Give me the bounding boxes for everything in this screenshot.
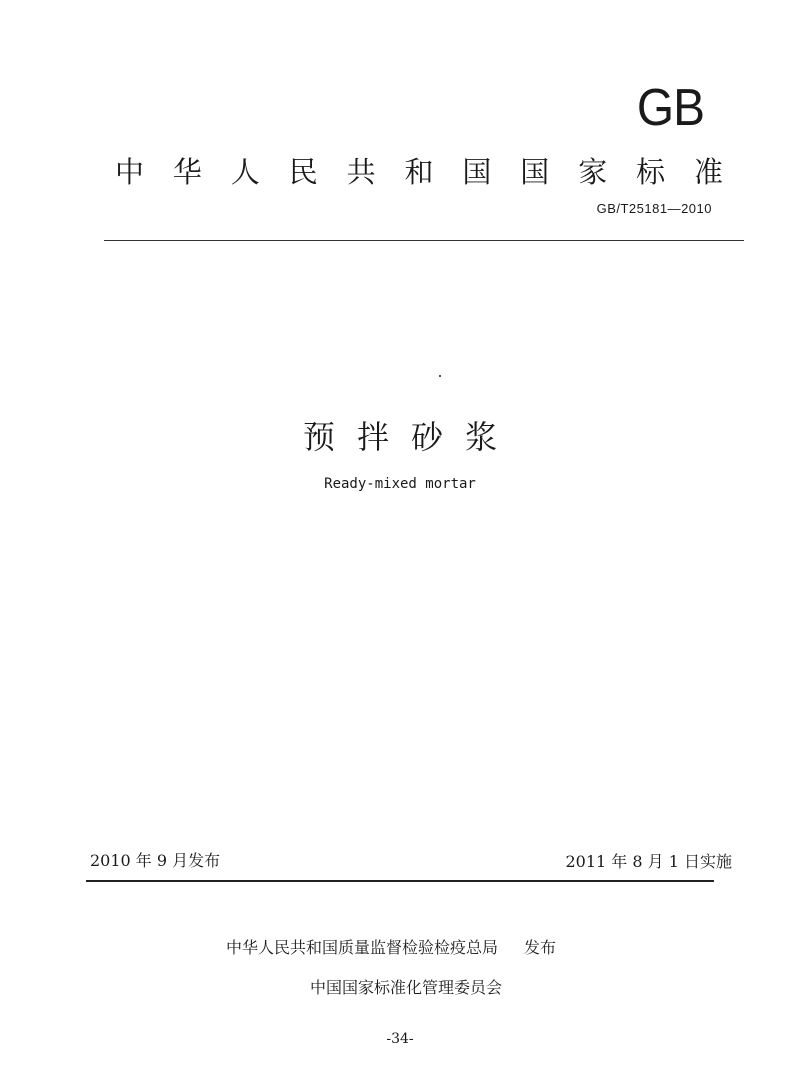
standard-number: GB/T25181—2010 (596, 201, 712, 216)
issue-date: 2010 年 9 月发布 (90, 851, 221, 870)
document-title: 预拌砂浆 (302, 418, 519, 456)
implementation-date: 2011 年 8 月 1 日实施 (565, 852, 732, 871)
decorative-dot (439, 375, 441, 377)
issuer-name-1: 中华人民共和国质量监督检验检疫总局 (226, 938, 499, 957)
document-subtitle-english: Ready-mixed mortar (324, 476, 476, 492)
gb-logo: GB (636, 79, 704, 137)
standard-type-heading: 中华人民共和国国家标准 (115, 155, 725, 189)
issuer-name-2: 中国国家标准化管理委员会 (310, 978, 503, 997)
publish-label: 发布 (524, 938, 557, 957)
page-number: -34- (386, 1031, 414, 1047)
issuer-row (226, 935, 556, 958)
header-divider (104, 240, 744, 241)
footer-divider (86, 880, 714, 882)
